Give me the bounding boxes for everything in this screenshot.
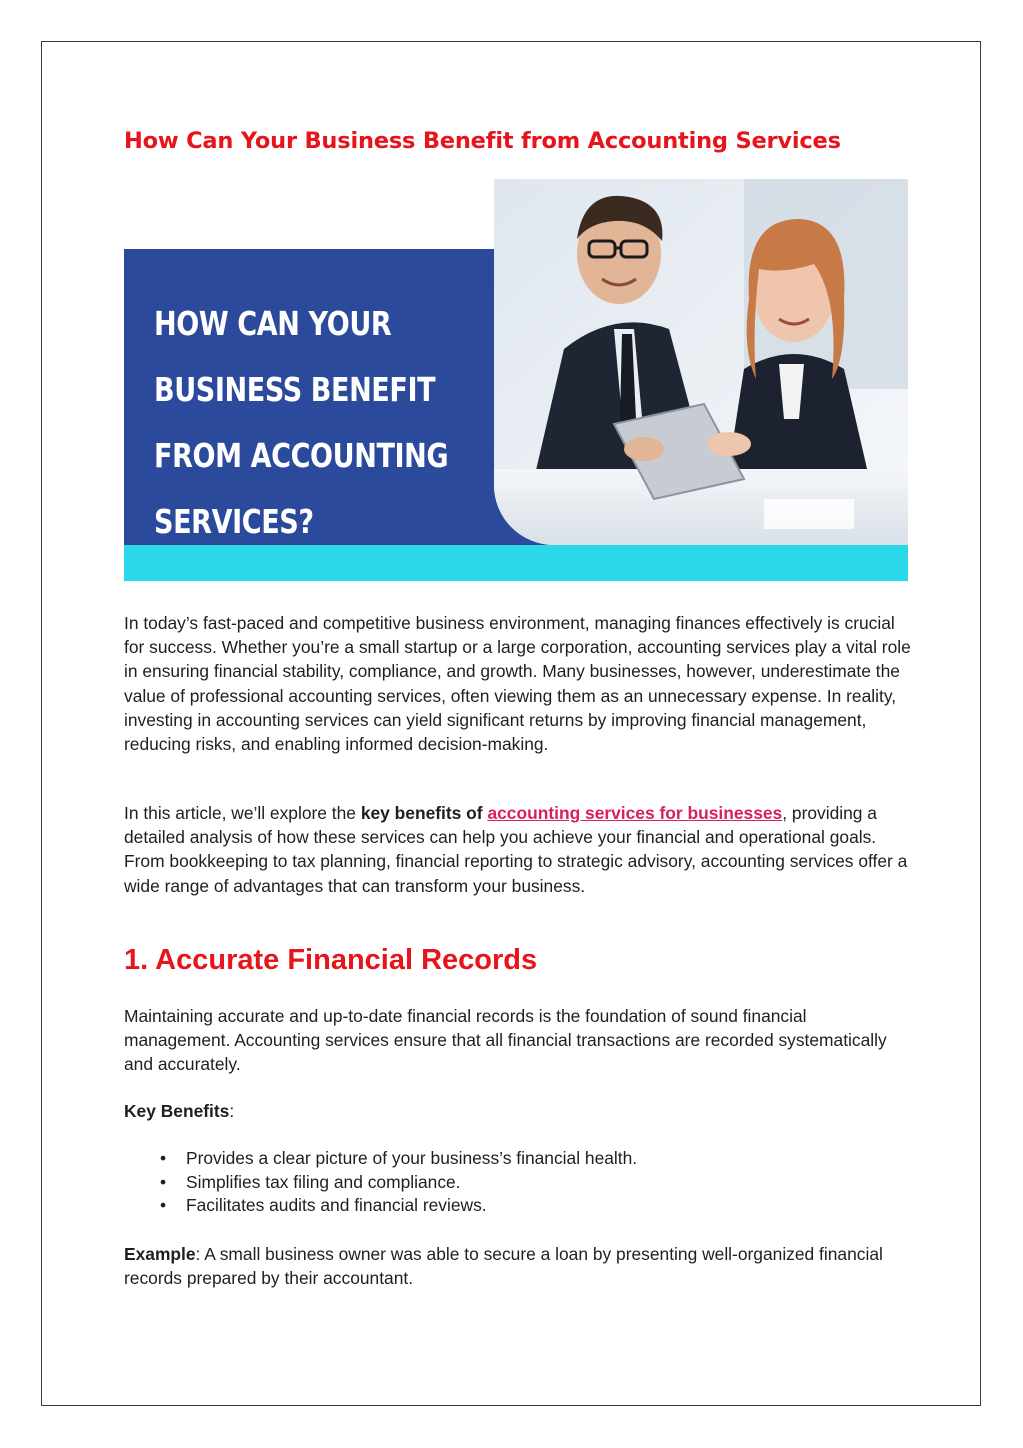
hero-headline [154, 291, 448, 555]
article-overview-paragraph [124, 801, 914, 898]
bullet-icon: • [160, 1171, 167, 1192]
hero-banner [124, 179, 908, 581]
example-paragraph [124, 1242, 914, 1290]
hero-headline-line: BUSINESS BENEFIT [154, 370, 436, 409]
bullet-icon: • [160, 1195, 167, 1215]
section-heading: 1. Accurate Financial Records [124, 944, 538, 976]
overview-bold-text: key benefits of [360, 803, 483, 823]
list-item-text: Facilitates audits and financial reviews. [186, 1195, 487, 1215]
overview-text-suffix: , providing a detailed analysis of how these services can help you achieve your financial and operational goals. From bookkeeping to tax planning, financial reporting to strategic advisory, accounting services offer a wide range of advantages that can transform your business. [124, 803, 908, 896]
intro-paragraph: In today’s fast-paced and competitive business environment, managing finances effectively is crucial for success. Whether you’re a small startup or a large corporation, accounting services play a vital role in ensuring financial stability, compliance, and growth. Many businesses, however, underestimate the value of professional accounting services, often viewing them as an unnecessary expense. In reality, investing in accounting services can yield significant returns by improving financial management, reducing risks, and enabling informed decision-making. [124, 613, 911, 755]
hero-headline-line: FROM ACCOUNTING [154, 436, 449, 475]
list-item [124, 1147, 637, 1171]
benefits-list [124, 1147, 637, 1218]
business-people-photo [494, 179, 908, 545]
section-paragraph: Maintaining accurate and up-to-date financial records is the foundation of sound financial management. Accounting services ensure that all financial transactions are recorded systematically and accurately. [124, 1006, 887, 1075]
list-item [124, 1171, 637, 1195]
document-title: How Can Your Business Benefit from Accounting Services [124, 128, 841, 154]
list-item-text: Simplifies tax filing and compliance. [186, 1171, 461, 1192]
example-label: Example [124, 1244, 196, 1264]
overview-text-prefix: In this article, we’ll explore the [124, 803, 361, 823]
business-people-illustration [494, 179, 908, 545]
list-item [124, 1194, 637, 1218]
hero-headline-line: HOW CAN YOUR [154, 304, 392, 343]
accounting-services-link[interactable]: accounting services for businesses [487, 803, 783, 823]
bullet-icon: • [160, 1148, 167, 1168]
key-benefits-label-text: Key Benefits [124, 1101, 230, 1121]
list-item-text: Provides a clear picture of your business’s financial health. [186, 1148, 638, 1168]
key-benefits-colon: : [229, 1101, 235, 1121]
key-benefits-label [124, 1099, 914, 1123]
example-text: : A small business owner was able to secure a loan by presenting well-organized financial records prepared by their accountant. [124, 1244, 883, 1289]
hero-headline-line: SERVICES? [154, 502, 314, 541]
